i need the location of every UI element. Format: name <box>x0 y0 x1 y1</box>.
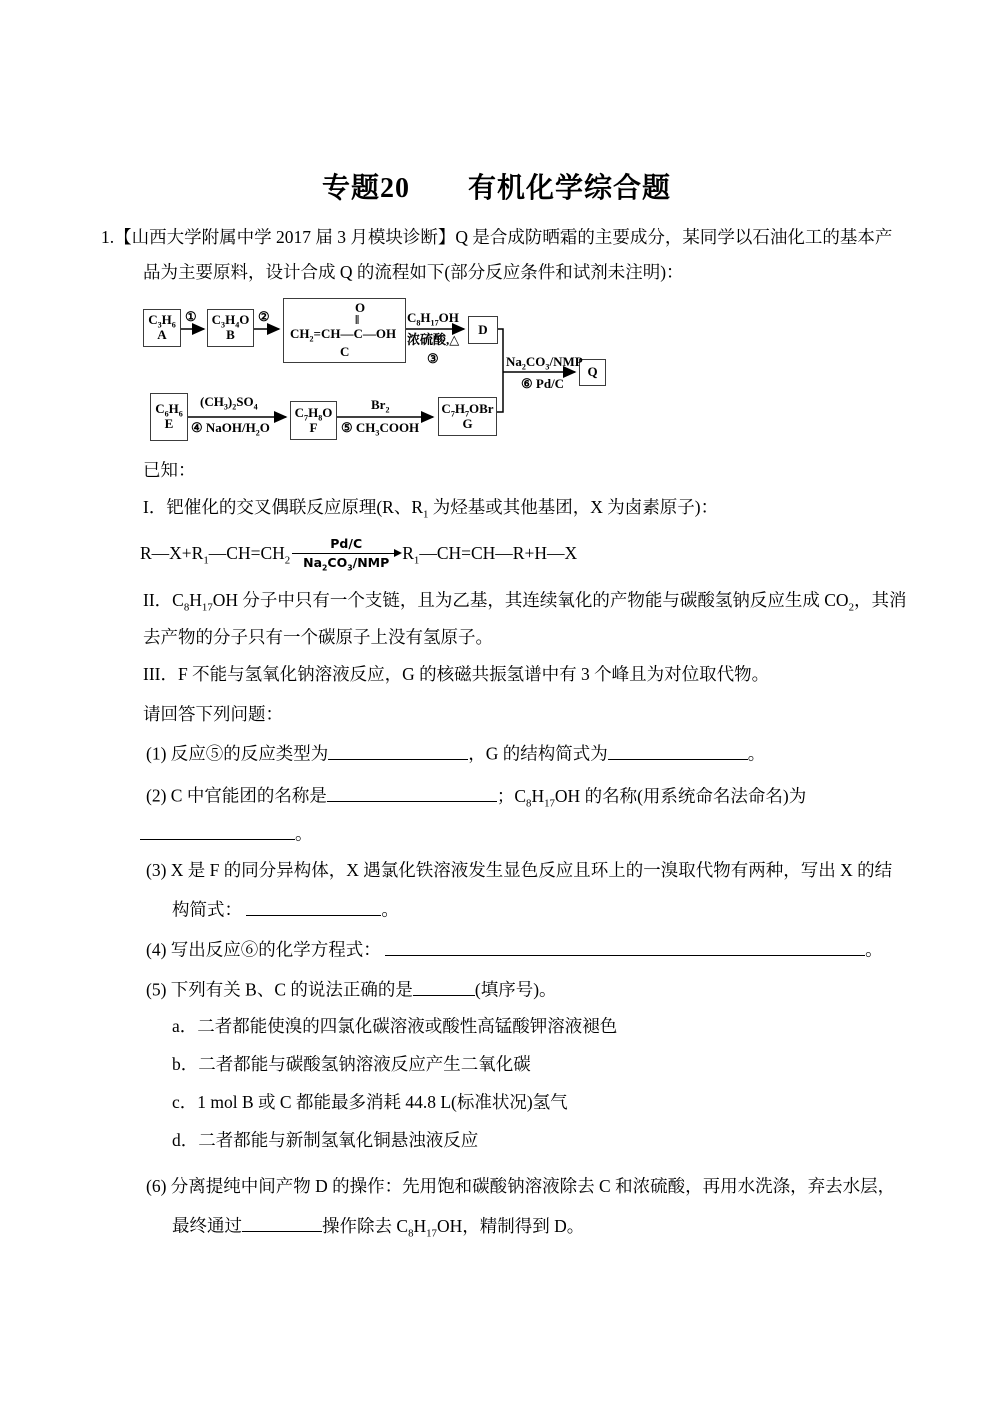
diagram-box-E <box>150 393 188 441</box>
box-A-formula: $C_3H_6$ <box>148 312 176 330</box>
box-D-label: D <box>478 321 488 337</box>
question-5 <box>146 978 557 1002</box>
question-3-line2-text: 构简式： <box>172 899 247 920</box>
coupling-reaction-equation <box>140 527 577 579</box>
step-2-number: ② <box>258 309 270 324</box>
answer-blank-2b[interactable] <box>140 822 295 840</box>
step-4-reagent: $(CH_3)_2SO_4$ <box>200 394 258 412</box>
box-A-label: A <box>157 327 167 342</box>
step-1-number: ① <box>185 309 197 324</box>
box-B-label: B <box>226 327 235 342</box>
question-5-option-c: c．1 mol B 或 C 都能最多消耗 44.8 L(标准状况)氢气 <box>172 1092 568 1112</box>
box-C-double-bond: ‖ <box>355 312 360 327</box>
box-F-formula: $C_7H_8O$ <box>294 404 333 423</box>
known-item-1: I．钯催化的交叉偶联反应原理(R、$R_1$ 为烃基或其他基团，X 为卤素原子)： <box>143 497 719 521</box>
reaction-arrow <box>292 537 400 570</box>
question-6-line2 <box>172 1214 584 1238</box>
step-3-number: ③ <box>427 351 439 366</box>
answer-blank-1a[interactable] <box>328 742 468 760</box>
known-item-3: III．F 不能与氢氧化钠溶液反应，G 的核磁共振氢谱中有 3 个峰且为对位取代物。 <box>143 664 770 684</box>
question-1-end: 。 <box>747 743 766 764</box>
answer-blank-3[interactable] <box>246 898 381 916</box>
question-2-continuation <box>140 822 313 846</box>
diagram-box-Q <box>579 359 606 386</box>
step-5-reagent: $Br_2$ <box>371 397 390 415</box>
equation-rhs: $R_1—CH=CH—R+H—X$ <box>402 542 578 566</box>
diagram-box-F <box>290 401 337 440</box>
question-5-option-d: d．二者都能与新制氢氧化铜悬浊液反应 <box>172 1130 479 1150</box>
diagram-box-A <box>143 309 181 347</box>
step-3-condition: 浓硫酸,△ <box>407 332 460 347</box>
answer-blank-1b[interactable] <box>608 742 748 760</box>
box-B-formula: $C_3H_4O$ <box>211 312 250 330</box>
answer-prompt: 请回答下列问题： <box>143 704 283 724</box>
question-intro-line1: 1.【山西大学附属中学 2017 届 3 月模块诊断】Q 是合成防晒霜的主要成分，某同学以石油化工的基本产 <box>101 227 893 247</box>
question-2-cont-end: 。 <box>295 823 313 844</box>
question-5-option-b: b．二者都能与碳酸氢钠溶液反应产生二氧化碳 <box>172 1054 531 1074</box>
box-Q-label: Q <box>587 364 598 380</box>
diagram-box-C <box>283 298 406 363</box>
box-E-label: E <box>164 416 174 431</box>
answer-blank-5[interactable] <box>413 978 475 996</box>
question-1-mid: ，G 的结构简式为 <box>468 743 608 764</box>
box-F-label: F <box>309 419 318 435</box>
step-6-condition: ⑥ Pd/C <box>521 376 565 391</box>
question-3-line1: (3) X 是 F 的同分异构体，X 遇氯化铁溶液发生显色反应且环上的一溴取代物有两种，写出 X 的结 <box>146 860 893 880</box>
answer-blank-2a[interactable] <box>327 784 497 802</box>
question-6-line2-post: 操作除去 $C_8H_{17}OH$，精制得到 D。 <box>322 1215 585 1240</box>
question-3-line2 <box>172 898 399 922</box>
box-G-formula: $C_7H_7OBr$ <box>441 400 494 419</box>
question-4 <box>146 938 883 962</box>
question-6-line2-text: 最终通过 <box>172 1215 242 1236</box>
arrow-solvent: $Na_2CO_3$/NMP <box>303 554 390 572</box>
box-E-formula: $C_6H_6$ <box>155 401 183 419</box>
box-C-label: C <box>340 344 350 359</box>
question-2-text: (2) C 中官能团的名称是 <box>146 785 327 806</box>
box-G-label: G <box>462 415 473 431</box>
question-4-text: (4) 写出反应⑥的化学方程式： <box>146 939 386 960</box>
step-3-reagent: $C_8H_{17}OH$ <box>407 310 459 328</box>
box-C-formula: $CH_2=CH—C—OH$ <box>290 326 397 344</box>
reaction-flow-diagram <box>143 298 623 453</box>
question-intro-line2: 品为主要原料，设计合成 Q 的流程如下(部分反应条件和试剂未注明)： <box>143 262 684 282</box>
equation-lhs: $R—X+R_1—CH=CH_2$ <box>140 542 291 566</box>
known-item-2-line1: II．$C_8H_{17}OH$ 分子中只有一个支链，且为乙基，其连续氧化的产物能与碳酸氢钠反应生成 $CO_2$，其消 <box>143 590 907 614</box>
step-4-condition: ④ NaOH/$H_2O$ <box>191 420 270 438</box>
question-4-end: 。 <box>865 939 883 960</box>
diagram-box-D <box>468 316 498 344</box>
step-5-condition: ⑤ $CH_3COOH$ <box>341 420 420 438</box>
box-C-oxygen-atom: O <box>355 300 366 315</box>
arrow-catalyst: Pd/C <box>330 535 363 551</box>
known-item-2-line2: 去产物的分子只有一个碳原子上没有氢原子。 <box>143 627 493 647</box>
arrow-shaft <box>292 553 400 554</box>
question-5-text: (5) 下列有关 B、C 的说法正确的是 <box>146 979 413 1000</box>
question-1 <box>146 742 765 766</box>
diagram-box-B <box>207 309 254 347</box>
step-6-reagent: $Na_2CO_3$/NMP <box>506 354 583 372</box>
page-title: 专题20 有机化学综合题 <box>321 173 671 204</box>
question-6-line1: (6) 分离提纯中间产物 D 的操作：先用饱和碳酸钠溶液除去 C 和浓硫酸，再用水洗涤，弃去水层， <box>146 1176 896 1196</box>
question-1-text: (1) 反应⑤的反应类型为 <box>146 743 329 764</box>
question-5-post: (填序号)。 <box>474 979 557 1000</box>
known-heading: 已知： <box>143 460 196 480</box>
answer-blank-4[interactable] <box>385 938 865 956</box>
question-2-post: ；$C_8H_{17}OH$ 的名称(用系统命名法命名)为 <box>496 785 807 810</box>
diagram-box-G <box>438 397 497 436</box>
question-3-end: 。 <box>381 899 399 920</box>
answer-blank-6[interactable] <box>242 1214 322 1232</box>
question-5-option-a: a．二者都能使溴的四氯化碳溶液或酸性高锰酸钾溶液褪色 <box>172 1016 618 1036</box>
question-2 <box>146 784 806 808</box>
